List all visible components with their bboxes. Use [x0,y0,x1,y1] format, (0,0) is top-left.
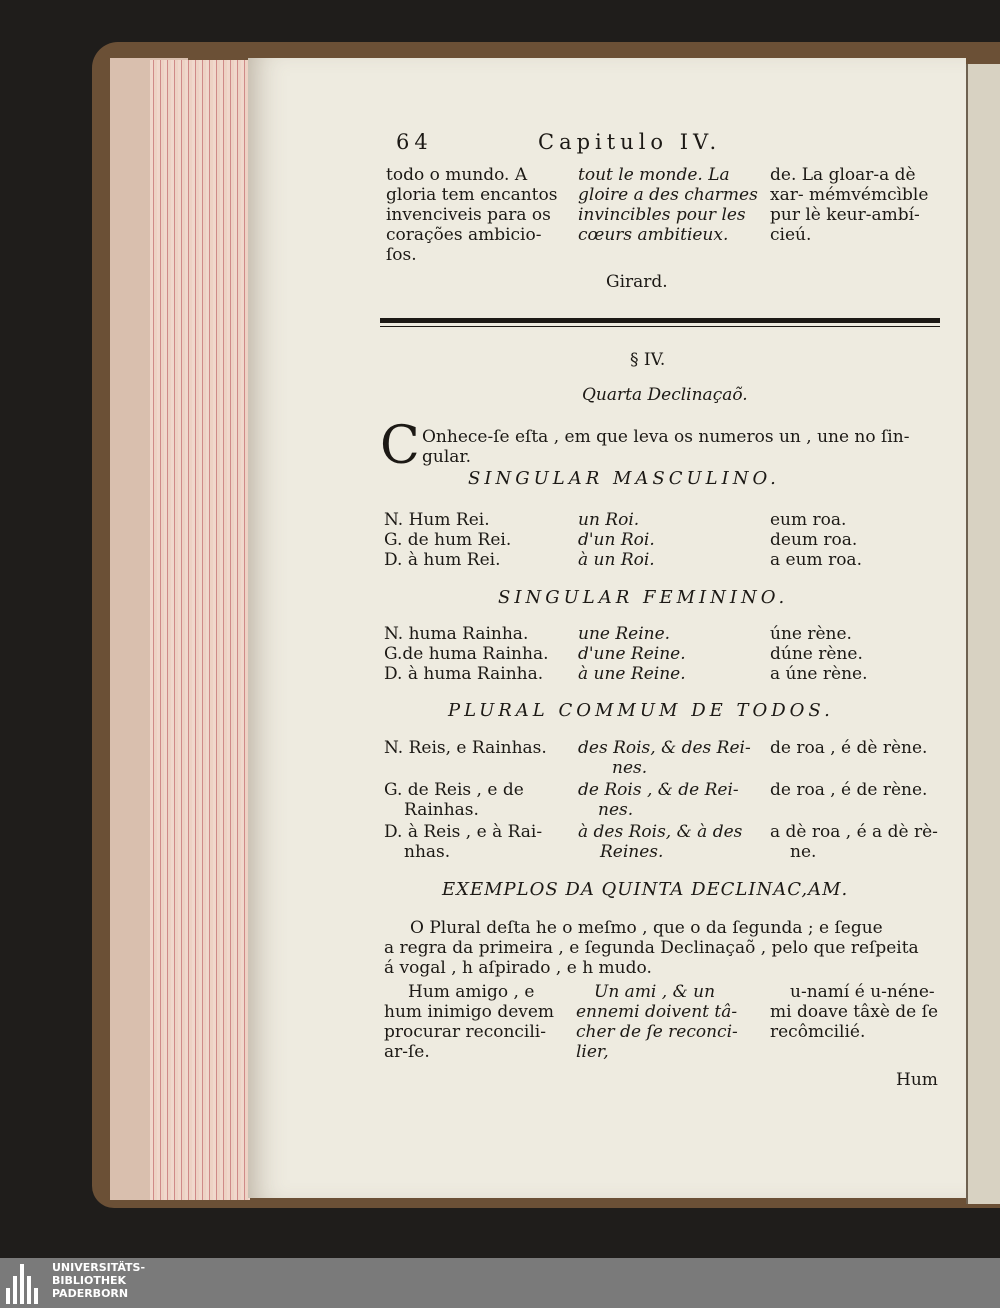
text-line: invenciveis para os [386,205,551,225]
library-name-line: UNIVERSITÄTS- [52,1261,146,1274]
text-line: tout le monde. La [578,165,730,185]
table-cell: de roa , é de rène. [770,780,928,800]
table-heading: PLURAL COMMUM DE TODOS. [448,700,834,721]
table-heading: SINGULAR MASCULINO. [468,468,780,489]
table-cell: N. huma Rainha. [384,624,529,644]
section-rule [380,318,940,323]
table-cell: G. de hum Rei. [384,530,512,550]
text-line: O Plural deſta he o meſmo , que o da ſegunda ; e ſegue [410,918,883,938]
text-line: á vogal , h aſpirado , e h mudo. [384,958,652,978]
page-edges [150,60,250,1200]
table-cell: a úne rène. [770,664,868,684]
library-name-line: PADERBORN [52,1287,129,1300]
text-line: cher de ſe reconci- [576,1022,738,1042]
table-cell: D. à huma Rainha. [384,664,544,684]
table-cell: N. Reis, e Rainhas. [384,738,547,758]
table-cell: d'un Roi. [578,530,655,550]
table-cell: Rainhas. [404,800,479,820]
text-line: recômcilié. [770,1022,866,1042]
table-cell: des Rois, & des Rei- [578,738,751,758]
text-line: Onhece-ſe eſta , em que leva os numeros un , une no ſin- [422,427,910,447]
table-cell: dúne rène. [770,644,863,664]
table-cell: de roa , é dè rène. [770,738,928,758]
library-name [52,1261,145,1300]
table-heading: SINGULAR FEMININO. [498,587,789,608]
table-cell: une Reine. [578,624,671,644]
chapter-title: Capitulo IV. [538,130,722,154]
section-rule-thin [380,326,940,327]
text-line: mi doave tâxè de ſe [770,1002,938,1022]
text-line: Hum amigo , e [408,982,535,1002]
table-cell: deum roa. [770,530,858,550]
text-line: corações ambicio- [386,225,542,245]
text-line: gular. [422,447,472,467]
table-cell: Reines. [600,842,664,862]
examples-heading: EXEMPLOS DA QUINTA DECLINAC,AM. [442,879,849,900]
text-line: invincibles pour les [578,205,746,225]
facing-page-edge [966,64,1000,1204]
drop-cap: C [380,416,420,476]
text-line: procurar reconcili- [384,1022,546,1042]
text-line: a regra da primeira , e ſegunda Declinaçaõ , pelo que reſpeita [384,938,919,958]
table-cell: nhas. [404,842,451,862]
text-line: ar-ſe. [384,1042,430,1062]
table-cell: G.de huma Rainha. [384,644,549,664]
table-cell: à une Reine. [578,664,686,684]
text-line: cœurs ambitieux. [578,225,729,245]
text-line: pur lè keur-ambí- [770,205,920,225]
table-cell: à un Roi. [578,550,655,570]
text-line: ennemi doivent tâ- [576,1002,738,1022]
text-line: gloire a des charmes [578,185,758,205]
library-logo-icon [6,1262,46,1304]
table-cell: D. à hum Rei. [384,550,501,570]
table-cell: D. à Reis , e à Rai- [384,822,543,842]
table-cell: úne rène. [770,624,852,644]
table-cell: de Rois , & de Rei- [578,780,739,800]
section-number: § IV. [630,350,666,370]
text-line: de. La gloar-a dè [770,165,916,185]
table-cell: ne. [790,842,817,862]
section-title: Quarta Declinaçaõ. [582,385,748,405]
text-line: lier, [576,1042,609,1062]
table-cell: un Roi. [578,510,640,530]
table-cell: d'une Reine. [578,644,686,664]
table-cell: a dè roa , é a dè rè- [770,822,938,842]
catchword: Hum [896,1070,938,1090]
text-line: ſos. [386,245,417,265]
text-line: gloria tem encantos [386,185,558,205]
table-cell: G. de Reis , e de [384,780,524,800]
table-cell: eum roa. [770,510,847,530]
table-cell: a eum roa. [770,550,862,570]
text-line: u-namí é u-néne- [790,982,935,1002]
library-name-line: BIBLIOTHEK [52,1274,127,1287]
page-number: 64 [396,130,433,154]
table-cell: à des Rois, & à des [578,822,743,842]
text-line: Un ami , & un [594,982,716,1002]
text-line: hum inimigo devem [384,1002,555,1022]
text-line: xar- mémvémcìble [770,185,929,205]
author-attribution: Girard. [606,272,668,292]
table-cell: nes. [612,758,648,778]
table-cell: N. Hum Rei. [384,510,490,530]
text-line: todo o mundo. A [386,165,528,185]
library-footer [0,1258,1000,1308]
text-line: cieú. [770,225,812,245]
table-cell: nes. [598,800,634,820]
